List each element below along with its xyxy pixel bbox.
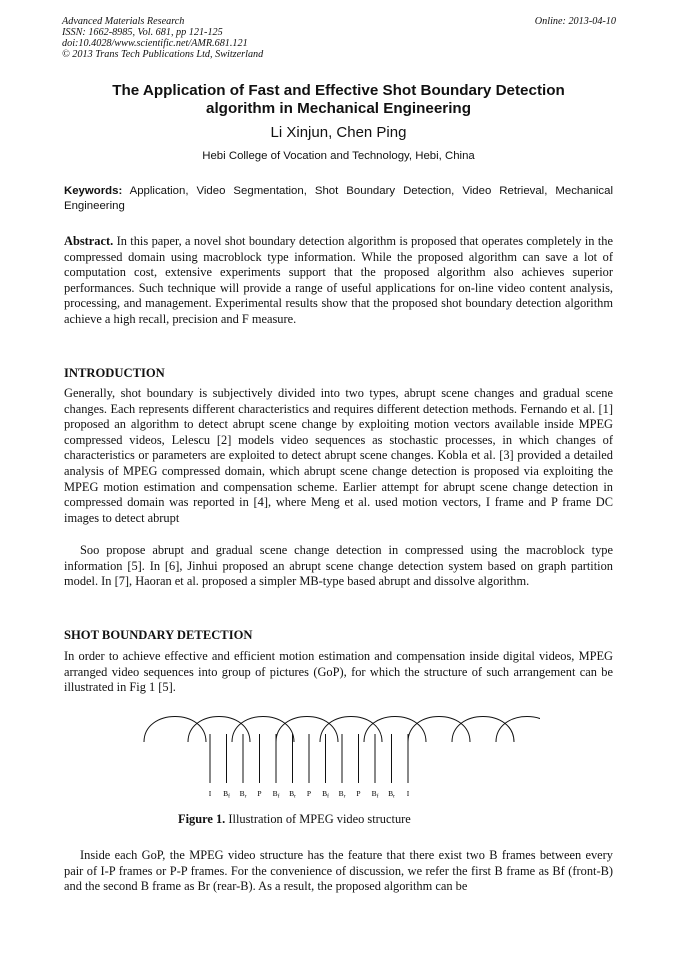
frame-label: P	[257, 789, 262, 798]
frame-label: $B_f$	[223, 789, 230, 800]
frame-bars	[210, 734, 408, 783]
frame-label: P	[306, 789, 312, 798]
keywords	[64, 184, 613, 213]
paper-title	[62, 82, 615, 118]
abstract-text: In this paper, a novel shot boundary detection algorithm is proposed that operates completely in the compressed domain using macroblock type information. While the proposed algorithm can save a lot of computation cost, extensive experiments support that the proposed algorithm also achieves superior performances. Such technique will provide a range of useful applications for on-line video content analysis, processing, and management. Experimental results show that the proposed shot boundary detection algorithm achieve a high recall, precision and F measure.	[64, 234, 613, 326]
keywords-text: Application, Video Segmentation, Shot Boundary Detection, Video Retrieval, Mechanical Engineering	[64, 185, 613, 212]
introduction-paragraph-1: Generally, shot boundary is subjectively divided into two types, abrupt scene changes and gradual scene changes. Each represents different characteristics and requires different detection methods. Fernando et al. [1] proposed an algorithm to detect abrupt scene change by exploiting motion vectors available inside MPEG compressed videos, Lelescu [2] models video sequences as stochastic processes, in which changes of characteristics or parameters are exploited to detect abrupt scene changes. Kobla et al. [3] provided a detailed analysis of MPEG compressed domain, which abrupt scene change detection is proposed via exploiting the MPEG motion estimation and compensation scheme. Earlier attempt for abrupt scene change detection in compressed domain was reported in [4], where Meng et al. used motion vectors, I frame and P frame DC images to detect abrupt	[64, 386, 613, 525]
frame-label: $B_f$	[371, 789, 379, 800]
figure-caption-text: Illustration of MPEG video structure	[228, 812, 411, 826]
frame-label: $B_r$	[338, 789, 346, 800]
title-line-1: The Application of Fast and Effective Shot Boundary Detection	[112, 82, 565, 99]
frame-label: I	[406, 789, 410, 798]
prediction-arc	[496, 717, 540, 743]
prediction-arc	[452, 717, 514, 743]
abstract-label: Abstract.	[64, 234, 114, 248]
prediction-arc	[320, 717, 382, 743]
prediction-arc	[232, 717, 294, 743]
shot-boundary-heading: SHOT BOUNDARY DETECTION	[64, 628, 253, 642]
affiliation: Hebi College of Vocation and Technology, Hebi, China	[202, 150, 475, 162]
frame-label: $B_f$	[322, 789, 329, 800]
mpeg-structure-figure	[140, 708, 540, 808]
copyright: © 2013 Trans Tech Publications Ltd, Switzerland	[62, 49, 264, 60]
issn: ISSN: 1662-8985, Vol. 681, pp 121-125	[62, 27, 223, 38]
frame-labels	[209, 789, 410, 800]
shot-boundary-paragraph-1: In order to achieve effective and efficient motion estimation and compensation inside digital videos, MPEG arranged video sequences into group of pictures (GoP), for which the structure of such arrangement can be illustrated in Fig 1 [5].	[64, 649, 613, 695]
journal-header	[62, 16, 263, 60]
title-line-2: algorithm in Mechanical Engineering	[206, 100, 471, 117]
introduction-paragraph-2: Soo propose abrupt and gradual scene change detection in compressed using the macroblock type information [5]. In [6], Jinhui proposed an abrupt scene change detection system based on graph partition model. In [7], Haoran et al. proposed a simpler MB-type based abrupt and dissolve algorithm.	[64, 543, 613, 589]
keywords-label: Keywords:	[64, 185, 123, 197]
prediction-arc	[364, 717, 426, 743]
figure-caption	[178, 812, 411, 827]
frame-label: $B_r$	[388, 789, 395, 800]
online-date: Online: 2013-04-10	[534, 16, 616, 27]
doi: doi:10.4028/www.scientific.net/AMR.681.121	[62, 38, 248, 49]
prediction-arc	[188, 717, 250, 743]
frame-label: $B_r$	[289, 789, 296, 800]
journal-name: Advanced Materials Research	[62, 16, 185, 27]
prediction-arc	[144, 717, 206, 743]
shot-boundary-paragraph-2: Inside each GoP, the MPEG video structure has the feature that there exist two B frames between every pair of I-P frames or P-P frames. For the convenience of discussion, we refer the first B frame as Bf (front-B) and the second B frame as Br (rear-B). As a result, the proposed algorithm can be	[64, 848, 613, 894]
introduction-heading: INTRODUCTION	[64, 366, 165, 380]
frame-label: $B_r$	[239, 789, 247, 800]
prediction-arc	[408, 717, 470, 743]
frame-label: P	[356, 789, 361, 798]
frame-label: $B_f$	[272, 789, 280, 800]
authors: Li Xinjun, Chen Ping	[270, 124, 407, 141]
abstract	[64, 234, 613, 328]
figure-label: Figure 1.	[178, 812, 226, 826]
prediction-arc	[276, 717, 338, 743]
frame-label: I	[208, 789, 212, 798]
